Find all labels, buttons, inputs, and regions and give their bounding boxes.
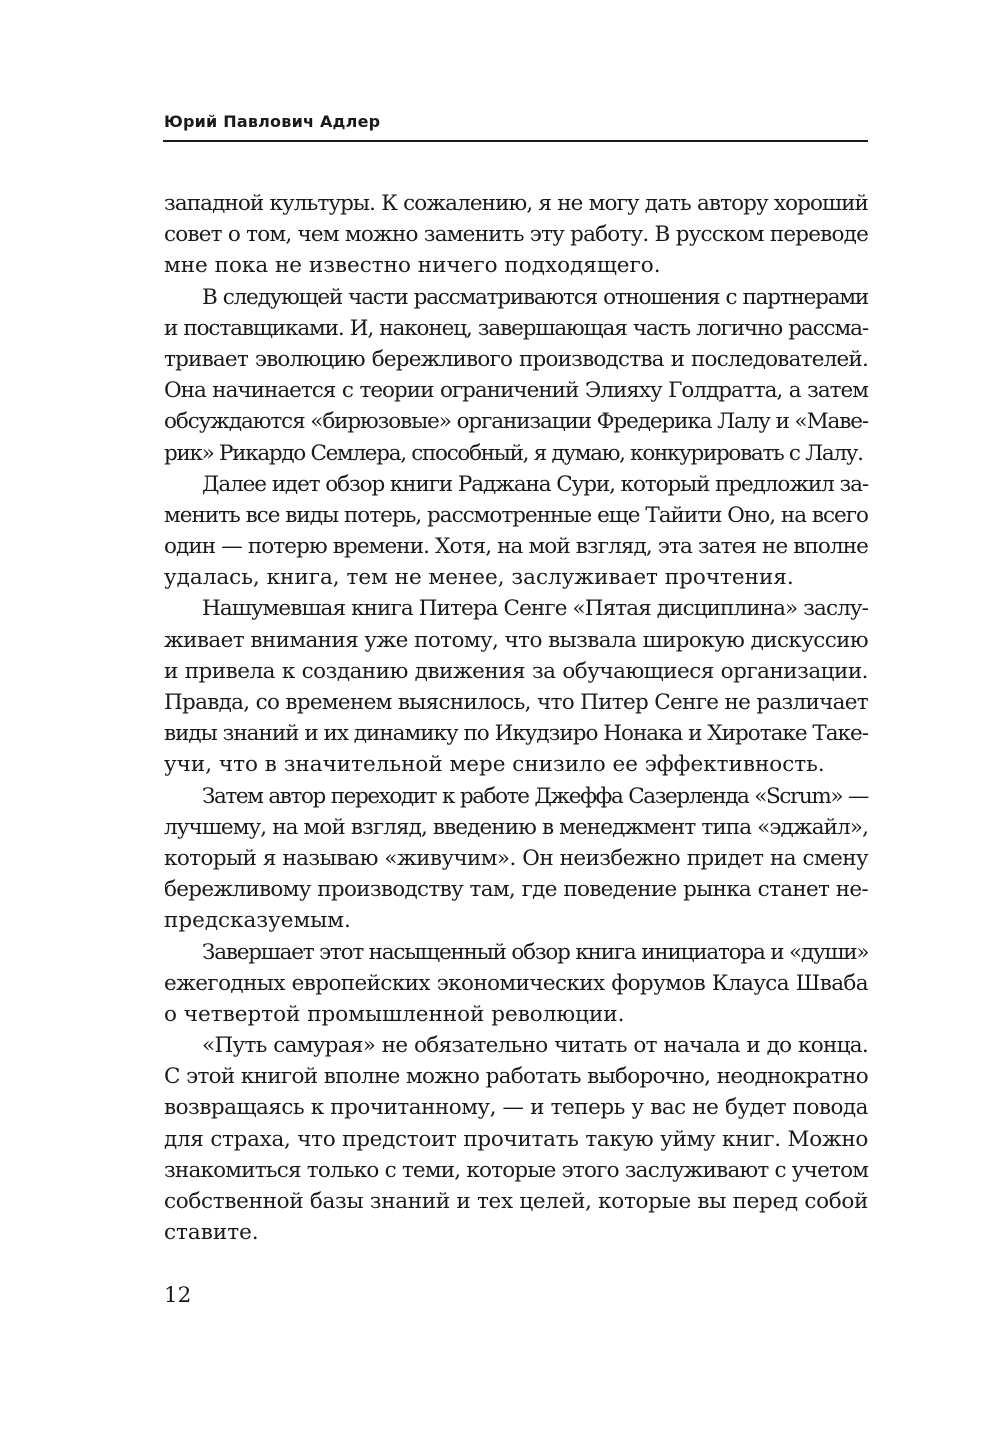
text-line: менить все виды потерь, рассмотренные еще Тайити Оно, на всего — [164, 502, 868, 528]
text-line: Затем автор переходит к работе Джеффа Сазерленда «Scrum» — — [202, 783, 868, 809]
paragraph — [164, 937, 868, 1031]
running-head-author: Юрий Павлович Адлер — [164, 112, 381, 131]
text-line: один — потерю времени. Хотя, на мой взгляд, эта затея не вполне — [164, 534, 868, 560]
text-line: учи, что в значительной мере снизило ее эффективность. — [164, 752, 825, 778]
text-line: предсказуемым. — [164, 908, 351, 934]
text-line: Далее идет обзор книги Раджана Сури, который предложил за- — [202, 471, 868, 497]
text-line: Она начинается с теории ограничений Элияху Голдратта, а затем — [164, 378, 868, 404]
text-line: знакомиться только с теми, которые этого заслуживают с учетом — [164, 1157, 869, 1183]
page-number: 12 — [164, 1283, 192, 1308]
text-line: для страха, что предстоит прочитать такую уйму книг. Можно — [164, 1126, 868, 1152]
body-text — [164, 188, 868, 1248]
text-line: обсуждаются «бирюзовые» организации Фредерика Лалу и «Мавe- — [164, 409, 869, 435]
paragraph — [164, 188, 868, 282]
text-line: бережливому производству там, где поведение рынка станет не- — [164, 877, 868, 903]
text-line: западной культуры. К сожалению, я не могу дать автору хороший — [164, 191, 868, 216]
text-line: ежегодных европейских экономических форумов Клауса Шваба — [164, 970, 868, 996]
text-line: и поставщиками. И, наконец, завершающая часть логично рассма- — [164, 315, 868, 341]
header-rule — [163, 140, 868, 142]
text-line: совет о том, чем можно заменить эту работу. В русском переводе — [164, 222, 868, 248]
text-line: В следующей части рассматриваются отношения с партнерами — [202, 284, 868, 310]
text-line: и привела к созданию движения за обучающиеся организации. — [164, 658, 868, 684]
text-line: виды знаний и их динамику по Икудзиро Нонака и Хиротаке Таке- — [164, 721, 868, 747]
paragraph — [164, 469, 868, 594]
text-line: собственной базы знаний и тех целей, которые вы перед собой — [164, 1189, 869, 1214]
text-line: ставите. — [164, 1220, 259, 1246]
text-line: Правда, со временем выяснилось, что Питер Сенге не различает — [164, 690, 868, 715]
text-line: лучшему, на мой взгляд, введению в менеджмент типа «эджайл», — [164, 814, 868, 840]
text-line: мне пока не известно ничего подходящего. — [164, 253, 661, 279]
paragraph — [164, 282, 868, 469]
text-line: «Путь самурая» не обязательно читать от начала и до конца. — [202, 1033, 868, 1059]
text-line: живает внимания уже потому, что вызвала широкую дискуссию — [164, 627, 868, 653]
paragraph — [164, 593, 868, 780]
text-line: возвращаясь к прочитанному, — и теперь у вас не будет повода — [164, 1095, 868, 1121]
text-line: рик» Рикардо Семлера, способный, я думаю, конкурировать с Лалу. — [164, 440, 863, 466]
text-line: тривает эволюцию бережливого производства и последователей. — [164, 346, 868, 372]
paragraph — [164, 1030, 868, 1248]
text-line: Нашумевшая книга Питера Сенге «Пятая дисциплина» заслу- — [202, 596, 868, 622]
text-line: С этой книгой вполне можно работать выборочно, неоднократно — [164, 1064, 868, 1090]
paragraph — [164, 781, 868, 937]
text-line: удалась, книга, тем не менее, заслуживает прочтения. — [164, 565, 794, 591]
text-line: который я называю «живучим». Он неизбежно придет на смену — [164, 845, 868, 871]
text-line: Завершает этот насыщенный обзор книга инициатора и «души» — [202, 939, 869, 965]
text-line: о четвертой промышленной революции. — [164, 1001, 625, 1027]
